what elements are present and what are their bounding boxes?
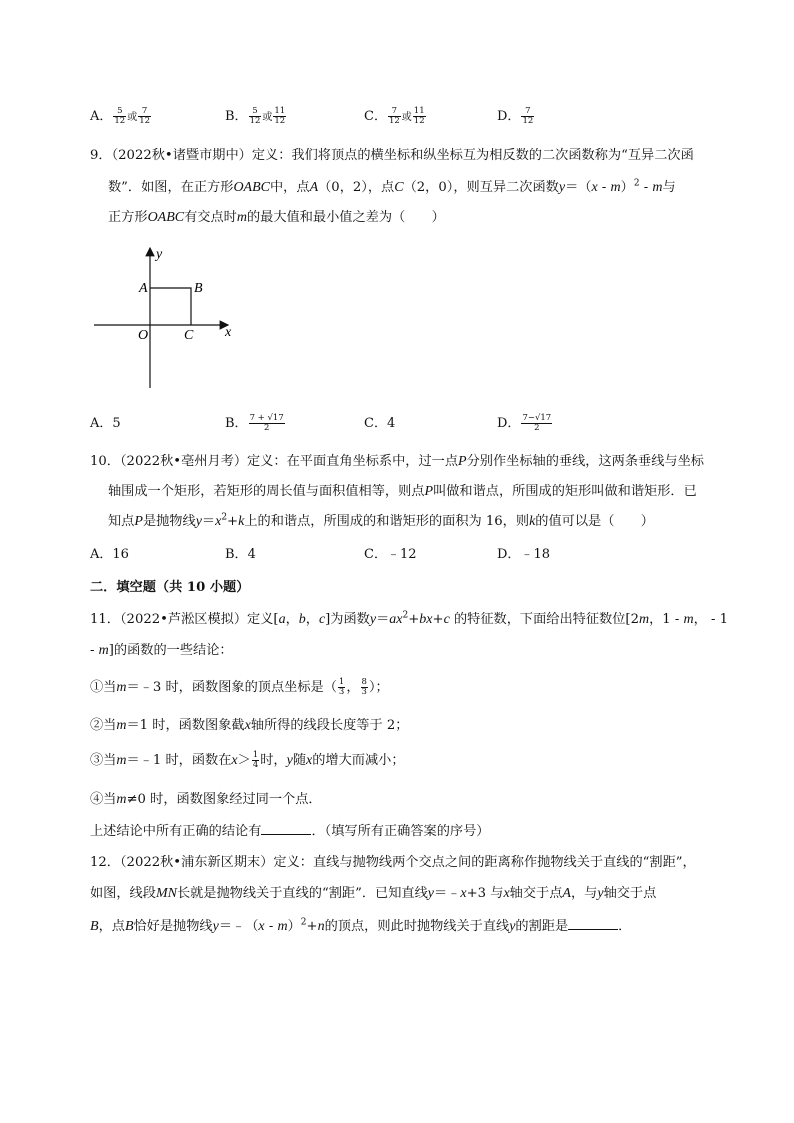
q11-line-1: 11．（2022•芦淞区模拟）定义[a，b，c]为函数$y=ax^2+bx+c$ 的特征数，下面给出特征数位[2m，1 - m， - 1	[90, 610, 729, 627]
q9-line-3: 正方形OABC有交点时m的最大值和最小值之差为（ ）	[108, 210, 445, 225]
q12-line-3: B，点B恰好是抛物线y＝﹣（x - m）$^2$+n的顶点，则此时抛物线关于直线y的割距是 ．	[90, 917, 632, 934]
q9-line-1: 9．（2022秋•诸暨市期中）定义：我们将顶点的横坐标和纵坐标互为相反数的二次函数称为“互异二次函	[90, 148, 694, 163]
origin-label: O	[138, 328, 149, 343]
point-b-label: B	[194, 281, 203, 296]
q8-option-d: D． $\frac{7}{12}$	[497, 106, 534, 126]
q9-square-figure	[90, 240, 250, 390]
q9-option-b: B． $\frac{7 + √17}{2}$	[225, 413, 284, 433]
q10-line-2: 轴围成一个矩形，若矩形的周长值与面积值相等，则点P叫做和谐点，所围成的矩形叫做和谐矩形．已	[108, 484, 697, 499]
q11-answer-blank[interactable]	[261, 821, 311, 835]
q11-conclusion-4: ④当m≠0 时，函数图象经过同一个点．	[90, 792, 322, 807]
point-c-label: C	[184, 328, 194, 343]
q10-option-a: A．16	[90, 547, 129, 562]
q11-conclusion-1: ①当m＝﹣3 时，函数图象的顶点坐标是（ $\frac{1}{3}$ ， $\frac{8}{3}$ ）；	[90, 677, 389, 697]
square-oabc	[150, 288, 191, 325]
q10-option-c: C．﹣12	[364, 547, 417, 562]
q11-conclusion-3: ③当m＝﹣1 时，函数在x＞ $\frac{1}{4}$ 时，y随x的增大而减小；	[90, 750, 405, 770]
point-a-label: A	[139, 281, 148, 296]
section-heading: 二．填空题（共 10 小题）	[90, 580, 250, 595]
q8-option-a: A． $\frac{5}{12}$ 或 $\frac{7}{12}$	[90, 106, 151, 126]
q11-line-2: - m]的函数的一些结论：	[90, 643, 233, 658]
q12-answer-blank[interactable]	[568, 916, 618, 930]
q9-option-c: C．4	[364, 416, 396, 431]
x-axis-label: x	[225, 325, 232, 340]
q10-line-3: 知点P是抛物线$y=x^2+k$上的和谐点，所围成的和谐矩形的面积为 16，则k的值可以是（ ）	[108, 512, 654, 529]
q10-option-d: D．﹣18	[497, 547, 550, 562]
q9-line-2: 数”．如图，在正方形OABC中，点A（0，2），点C（2，0），则互异二次函数y＝（x - m）$^2$ - m与	[108, 178, 676, 195]
q8-option-b: B． $\frac{5}{12}$ 或 $\frac{11}{12}$	[225, 106, 286, 126]
q10-option-b: B．4	[225, 547, 256, 562]
q9-option-d: D． $\frac{7-√17}{2}$	[497, 413, 552, 433]
q11-summary: 上述结论中所有正确的结论有 ．（填写所有正确答案的序号）	[90, 821, 489, 842]
q10-line-1: 10．（2022秋•亳州月考）定义：在平面直角坐标系中，过一点P分别作坐标轴的垂线，这两条垂线与坐标	[90, 454, 704, 469]
q12-line-2: 如图，线段MN长就是抛物线关于直线的“割距”．已知直线y＝﹣x+3 与x轴交于点A，与y轴交于点	[90, 886, 657, 901]
y-axis-label: y	[156, 247, 163, 262]
q8-option-c: C． $\frac{7}{12}$ 或 $\frac{11}{12}$	[364, 106, 425, 126]
q12-line-1: 12．（2022秋•浦东新区期末）定义：直线与抛物线两个交点之间的距离称作抛物线关于直线的“割距”，	[90, 855, 696, 870]
q11-conclusion-2: ②当m＝1 时，函数图象截x轴所得的线段长度等于 2；	[90, 718, 409, 733]
q9-option-a: A．5	[90, 416, 121, 431]
